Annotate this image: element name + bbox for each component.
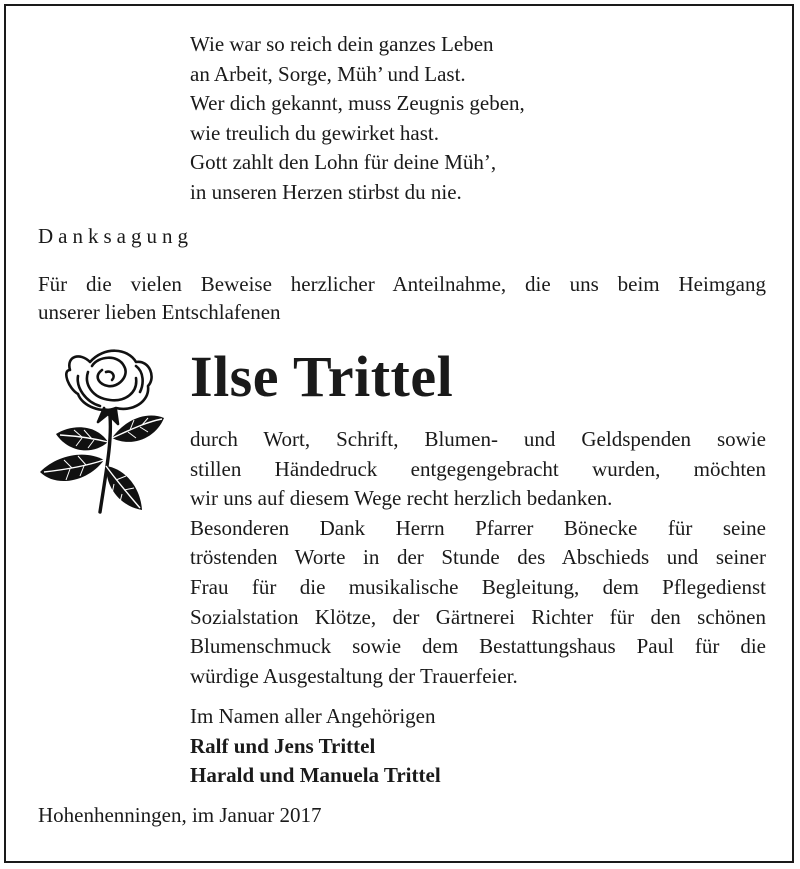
heading-danksagung: Danksagung xyxy=(38,224,193,248)
body-line: durch Wort, Schrift, Blumen- und Geldspenden sowie xyxy=(190,427,766,451)
rose-icon xyxy=(32,342,182,522)
intro-line: unserer lieben Entschlafenen xyxy=(38,300,281,324)
body-line: würdige Ausgestaltung der Trauerfeier. xyxy=(190,663,518,688)
signature-intro: Im Namen aller Angehörigen xyxy=(190,704,436,728)
poem-line: Wer dich gekannt, muss Zeugnis geben, xyxy=(190,91,525,115)
intro-text xyxy=(38,270,766,326)
deceased-name: Ilse Trittel xyxy=(190,344,454,409)
signature-name: Harald und Manuela Trittel xyxy=(190,763,441,787)
body-line: tröstenden Worte in der Stunde des Abschieds und seiner xyxy=(190,545,766,570)
place-date: Hohenhenningen, im Januar 2017 xyxy=(38,803,322,827)
poem-line: in unseren Herzen stirbst du nie. xyxy=(190,179,462,204)
signature-block xyxy=(190,702,441,791)
body-line: wir uns auf diesem Wege recht herzlich bedanken. xyxy=(190,486,613,511)
body-line: Besonderen Dank Herrn Pfarrer Bönecke für seine xyxy=(190,515,766,540)
poem-line: an Arbeit, Sorge, Müh’ und Last. xyxy=(190,61,466,86)
poem-line: wie treulich du gewirket hast. xyxy=(190,120,440,145)
signature-name: Ralf und Jens Trittel xyxy=(190,733,376,758)
body-line: Frau für die musikalische Begleitung, dem Pflegedienst xyxy=(190,574,766,599)
poem-line: Wie war so reich dein ganzes Leben xyxy=(190,32,494,56)
body-line: Sozialstation Klötze, der Gärtnerei Richter für den schönen xyxy=(190,604,766,629)
poem-line: Gott zahlt den Lohn für deine Müh’, xyxy=(190,150,497,174)
body-text xyxy=(190,425,766,691)
body-line: stillen Händedruck entgegengebracht wurden, möchten xyxy=(190,456,766,481)
intro-line: Für die vielen Beweise herzlicher Anteilnahme, die uns beim Heimgang xyxy=(38,272,766,296)
poem xyxy=(190,30,610,207)
body-line: Blumenschmuck sowie dem Bestattungshaus Paul für die xyxy=(190,634,766,659)
